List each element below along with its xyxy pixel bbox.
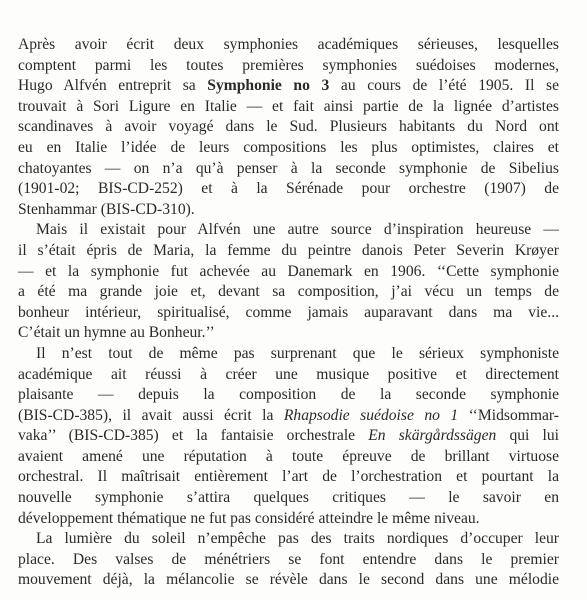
text-run: ‘‘Midsommar- (458, 406, 559, 424)
text-line (18, 467, 559, 488)
text-line (18, 138, 559, 159)
italic-title: En skärgårdssägen (368, 427, 497, 445)
text-run: (1901-02; BIS-CD-252) et à la Sérénade pour orchestre (1907) de (18, 180, 559, 198)
text-run: bonheur intérieur, spiritualisé, comme jamais auparavant dans ma vie... (18, 303, 559, 321)
text-line (18, 550, 559, 571)
paragraph (18, 35, 559, 220)
text-line (18, 488, 559, 509)
text-run: académique ait réussi à créer une musique positive et directement (18, 365, 559, 383)
text-line (18, 365, 559, 386)
text-run: développement thématique ne fut pas considéré atteindre le même niveau. (18, 509, 480, 527)
text-line (18, 509, 559, 530)
text-run: nouvelle symphonie s’attira quelques critiques — le savoir en (18, 489, 559, 507)
text-run: il s’était épris de Maria, la femme du peintre danois Peter Severin Krøyer (18, 241, 559, 259)
text-line (18, 97, 559, 118)
text-line (18, 303, 559, 324)
bold-text: Symphonie no 3 (207, 77, 330, 95)
text-run: (BIS-CD-385), il avait aussi écrit la (18, 406, 284, 424)
text-run: au cours de l’été 1905. Il se (329, 77, 559, 95)
text-run: a été ma grande joie et, devant sa composition, j’ai vécu un temps de (18, 283, 559, 301)
text-line (18, 406, 559, 427)
text-line (18, 179, 559, 200)
text-line (18, 220, 559, 241)
text-line (18, 344, 559, 365)
text-run: Mais il existait pour Alfvén une autre source d’inspiration heureuse — (36, 221, 559, 239)
text-run: comptent parmi les toutes premières symphonies suédoises modernes, (18, 56, 559, 74)
text-run: La lumière du soleil n’empêche pas des traits nordiques d’occuper leur (36, 530, 559, 548)
text-run: trouvait à Sori Ligure en Italie — et fait ainsi partie de la lignée d’artistes (18, 97, 559, 115)
text-line (18, 323, 559, 344)
text-line (18, 56, 559, 77)
text-run: qui lui (496, 427, 560, 445)
text-line (18, 35, 559, 56)
text-line (18, 282, 559, 303)
text-run: eu en Italie l’idée de leurs compositions les plus optimistes, claires et (18, 138, 559, 156)
text-run: Après avoir écrit deux symphonies académiques sérieuses, lesquelles (18, 36, 559, 53)
text-run: orchestral. Il maîtrisait entièrement l’art de l’orchestration et pourtant la (18, 468, 559, 486)
text-line (18, 159, 559, 180)
text-run: plaisante — depuis la composition de la seconde symphonie (18, 386, 559, 404)
text-line (18, 385, 559, 406)
italic-title: Rhapsodie suédoise no 1 (283, 406, 459, 424)
text-line (18, 529, 559, 550)
text-line (18, 262, 559, 283)
text-line (18, 76, 559, 97)
paragraph (18, 220, 559, 344)
paragraph (18, 529, 559, 591)
text-line (18, 426, 559, 447)
text-run: Hugo Alfvén entreprit sa (18, 77, 208, 95)
body-text (18, 35, 559, 591)
text-run: mouvement déjà, la mélancolie se révèle dans le second dans une mélodie (18, 571, 559, 589)
text-run: vaka’’ (BIS-CD-385) et la fantaisie orchestrale (18, 427, 369, 445)
text-run: — et la symphonie fut achevée au Danemark en 1906. ‘‘Cette symphonie (18, 262, 559, 280)
text-line (18, 570, 559, 591)
text-run: chatoyantes — on n’a qu’à penser à la seconde symphonie de Sibelius (18, 159, 559, 177)
text-run: scandinaves à avoir voyagé dans le Sud. Plusieurs habitants du Nord ont (18, 118, 559, 136)
paragraph (18, 344, 559, 529)
text-run: place. Des valses de ménétriers se font entendre dans le premier (18, 550, 559, 568)
text-line (18, 447, 559, 468)
text-line (18, 241, 559, 262)
text-line (18, 117, 559, 138)
text-run: avaient amené une réputation à toute épreuve de brillant virtuose (18, 447, 559, 465)
text-line (18, 200, 559, 221)
text-run: Il n’est tout de même pas surprenant que le sérieux symphoniste (36, 344, 559, 362)
text-run: Stenhammar (BIS-CD-310). (18, 200, 195, 218)
text-run: C’était un hymne au Bonheur.’’ (18, 324, 215, 342)
